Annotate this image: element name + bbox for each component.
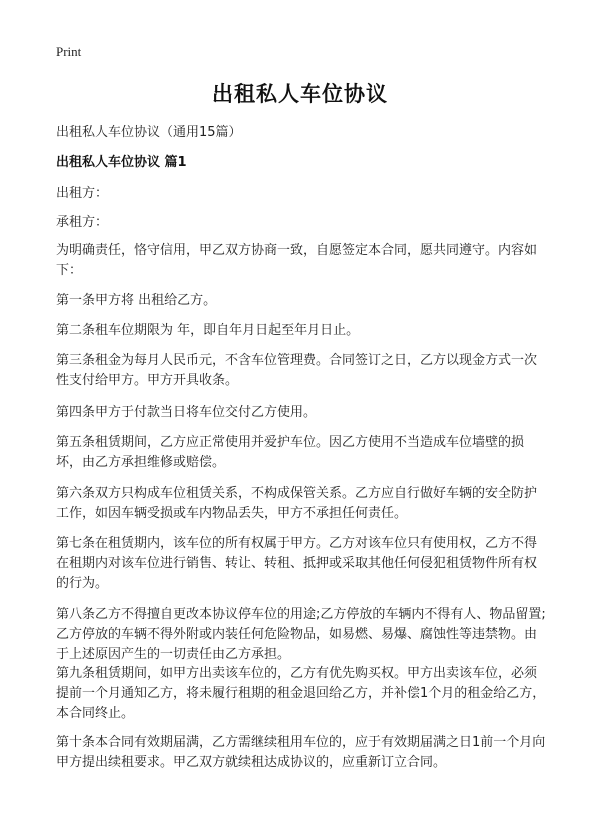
paragraph-article-5: 第五条租赁期间，乙方应正常使用并爱护车位。因乙方使用不当造成车位墙壁的损坏，由乙方承担维修或赔偿。 — [56, 435, 525, 470]
paragraph-article-9: 第九条租赁期间，如甲方出卖该车位的，乙方有优先购买权。甲方出卖该车位，必须提前一个月通知乙方，将未履行租期的租金退回给乙方，并补偿1个月的租金给乙方，本合同终止。 — [56, 666, 546, 721]
section-title: 出租私人车位协议 篇1 — [56, 155, 187, 170]
paragraph-article-8: 第八条乙方不得擅自更改本协议停车位的用途;乙方停放的车辆内不得有人、物品留置;乙方停放的车辆不得外附或内装任何危险物品，如易燃、易爆、腐蚀性等违禁物。由于上述原因产生的一切责任由乙方承担。 — [56, 607, 546, 662]
document-subtitle: 出租私人车位协议（通用15篇） — [56, 125, 242, 140]
print-link[interactable]: Print — [56, 44, 82, 59]
paragraph-article-7: 第七条在租赁期内，该车位的所有权属于甲方。乙方对该车位只有使用权，乙方不得在租期内对该车位进行销售、转让、转租、抵押或采取其他任何侵犯租赁物件所有权的行为。 — [56, 536, 538, 591]
paragraph-article-4: 第四条甲方于付款当日将车位交付乙方使用。 — [56, 405, 317, 420]
paragraph-intro: 为明确责任，恪守信用，甲乙双方协商一致，自愿签定本合同，愿共同遵守。内容如下： — [56, 243, 538, 278]
paragraph-article-10: 第十条本合同有效期届满，乙方需继续租用车位的，应于有效期届满之日1前一个月向甲方提出续租要求。甲乙双方就续租达成协议的，应重新订立合同。 — [56, 735, 546, 770]
document-title: 出租私人车位协议 — [212, 82, 388, 106]
paragraph-article-2: 第二条租车位期限为 年，即自年月日起至年月日止。 — [56, 323, 360, 338]
lessee-label: 承租方： — [56, 215, 109, 230]
lessor-label: 出租方： — [56, 186, 109, 201]
paragraph-article-3: 第三条租金为每月人民币元，不含车位管理费。合同签订之日，乙方以现金方式一次性支付给甲方。甲方开具收条。 — [56, 353, 538, 388]
paragraph-article-1: 第一条甲方将 出租给乙方。 — [56, 293, 217, 308]
paragraph-article-6: 第六条双方只构成车位租赁关系，不构成保管关系。乙方应自行做好车辆的安全防护工作，如因车辆受损或车内物品丢失，甲方不承担任何责任。 — [56, 486, 538, 521]
